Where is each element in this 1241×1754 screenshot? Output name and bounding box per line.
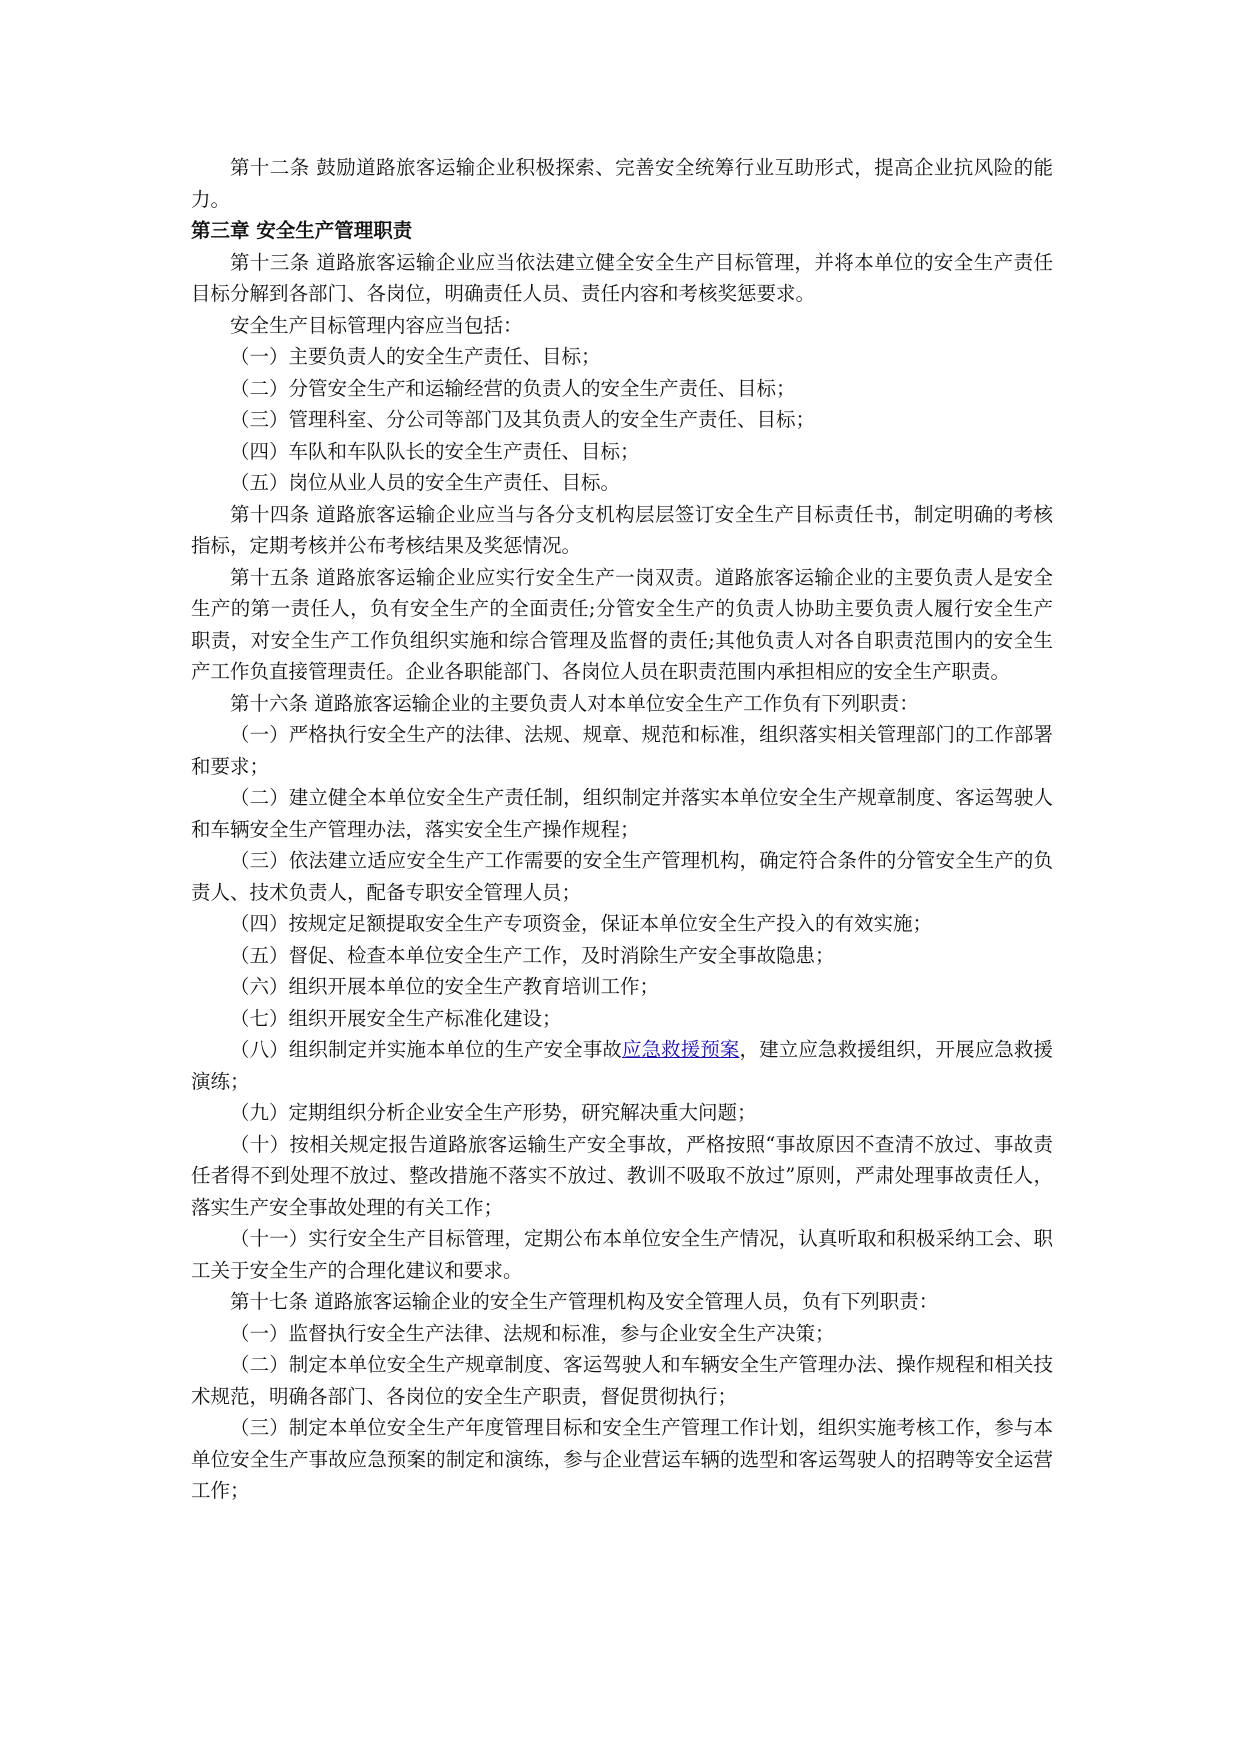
article-15-paragraph: 第十五条 道路旅客运输企业应实行安全生产一岗双责。道路旅客运输企业的主要负责人是安全生产的第一责任人，负有安全生产的全面责任;分管安全生产的负责人协助主要负责人履行安全生产职责，对安全生产工作负组织实施和综合管理及监督的责任;其他负责人对各自职责范围内的安全生产工作负直接管理责任。企业各职能部门、各岗位人员在职责范围内承担相应的安全生产职责。 bbox=[191, 565, 1053, 683]
list-item: （六）组织开展本单位的安全生产教育培训工作； bbox=[230, 975, 660, 998]
list-item: （三）制定本单位安全生产年度管理目标和安全生产管理工作计划，组织实施考核工作，参与本单位安全生产事故应急预案的制定和演练，参与企业营运车辆的选型和客运驾驶人的招聘等安全运营工作； bbox=[191, 1416, 1053, 1502]
list-item: （三）依法建立适应安全生产工作需要的安全生产管理机构，确定符合条件的分管安全生产的负责人、技术负责人，配备专职安全管理人员； bbox=[191, 849, 1053, 904]
article-14-paragraph: 第十四条 道路旅客运输企业应当与各分支机构层层签订安全生产目标责任书，制定明确的考核指标，定期考核并公布考核结果及奖惩情况。 bbox=[191, 502, 1053, 557]
list-item: （五）岗位从业人员的安全生产责任、目标。 bbox=[230, 471, 621, 494]
list-item: （十）按相关规定报告道路旅客运输生产安全事故，严格按照“事故原因不查清不放过、事故责任者得不到处理不放过、整改措施不落实不放过、教训不吸取不放过”原则，严肃处理事故责任人，落实生产安全事故处理的有关工作； bbox=[191, 1132, 1053, 1219]
list-item: （二）制定本单位安全生产规章制度、客运驾驶人和车辆安全生产管理办法、操作规程和相关技术规范，明确各部门、各岗位的安全生产职责，督促贯彻执行； bbox=[191, 1353, 1053, 1408]
article-16-paragraph: 第十六条 道路旅客运输企业的主要负责人对本单位安全生产工作负有下列职责： bbox=[230, 691, 919, 715]
list-item: （二）分管安全生产和运输经营的负责人的安全生产责任、目标； bbox=[230, 376, 796, 400]
chapter-3-heading: 第三章 安全生产管理职责 bbox=[191, 219, 413, 242]
list-item: （四）按规定足额提取安全生产专项资金，保证本单位安全生产投入的有效实施； bbox=[230, 912, 933, 935]
emergency-plan-link[interactable]: 应急救援预案 bbox=[621, 1038, 740, 1061]
list-item: （七）组织开展安全生产标准化建设； bbox=[230, 1006, 562, 1030]
list-item: （一）主要负责人的安全生产责任、目标； bbox=[230, 345, 601, 368]
article-13-paragraph: 第十三条 道路旅客运输企业应当依法建立健全安全生产目标管理，并将本单位的安全生产责任目标分解到各部门、各岗位，明确责任人员、责任内容和考核奖惩要求。 bbox=[191, 250, 1053, 305]
article-17-paragraph: 第十七条 道路旅客运输企业的安全生产管理机构及安全管理人员，负有下列职责： bbox=[230, 1290, 939, 1313]
list-item: （九）定期组织分析企业安全生产形势，研究解决重大问题； bbox=[230, 1101, 757, 1124]
list-item: （十一）实行安全生产目标管理，定期公布本单位安全生产情况，认真听取和积极采纳工会、职工关于安全生产的合理化建议和要求。 bbox=[191, 1227, 1053, 1282]
article-13-intro-list: 安全生产目标管理内容应当包括： bbox=[230, 313, 523, 337]
list-item: （五）督促、检查本单位安全生产工作，及时消除生产安全事故隐患； bbox=[230, 943, 835, 967]
article-12-paragraph: 第十二条 鼓励道路旅客运输企业积极探索、完善安全统筹行业互助形式，提高企业抗风险的能力。 bbox=[191, 156, 1053, 211]
list-item-with-link bbox=[191, 1034, 1053, 1097]
list-item: （一）监督执行安全生产法律、法规和标准，参与企业安全生产决策； bbox=[230, 1321, 835, 1345]
list-item: （四）车队和车队队长的安全生产责任、目标； bbox=[230, 439, 640, 463]
document-page bbox=[191, 152, 1053, 1507]
list-item-text-before-link: （八）组织制定并实施本单位的生产安全事故 bbox=[230, 1038, 622, 1061]
list-item: （一）严格执行安全生产的法律、法规、规章、规范和标准，组织落实相关管理部门的工作部署和要求； bbox=[191, 723, 1053, 778]
list-item: （三）管理科室、分公司等部门及其负责人的安全生产责任、目标； bbox=[230, 408, 816, 431]
list-item-text-after-link: ，建立应急救援组织，开展应急救援演练； bbox=[191, 1038, 1053, 1093]
list-item: （二）建立健全本单位安全生产责任制，组织制定并落实本单位安全生产规章制度、客运驾驶人和车辆安全生产管理办法，落实安全生产操作规程； bbox=[191, 786, 1053, 841]
